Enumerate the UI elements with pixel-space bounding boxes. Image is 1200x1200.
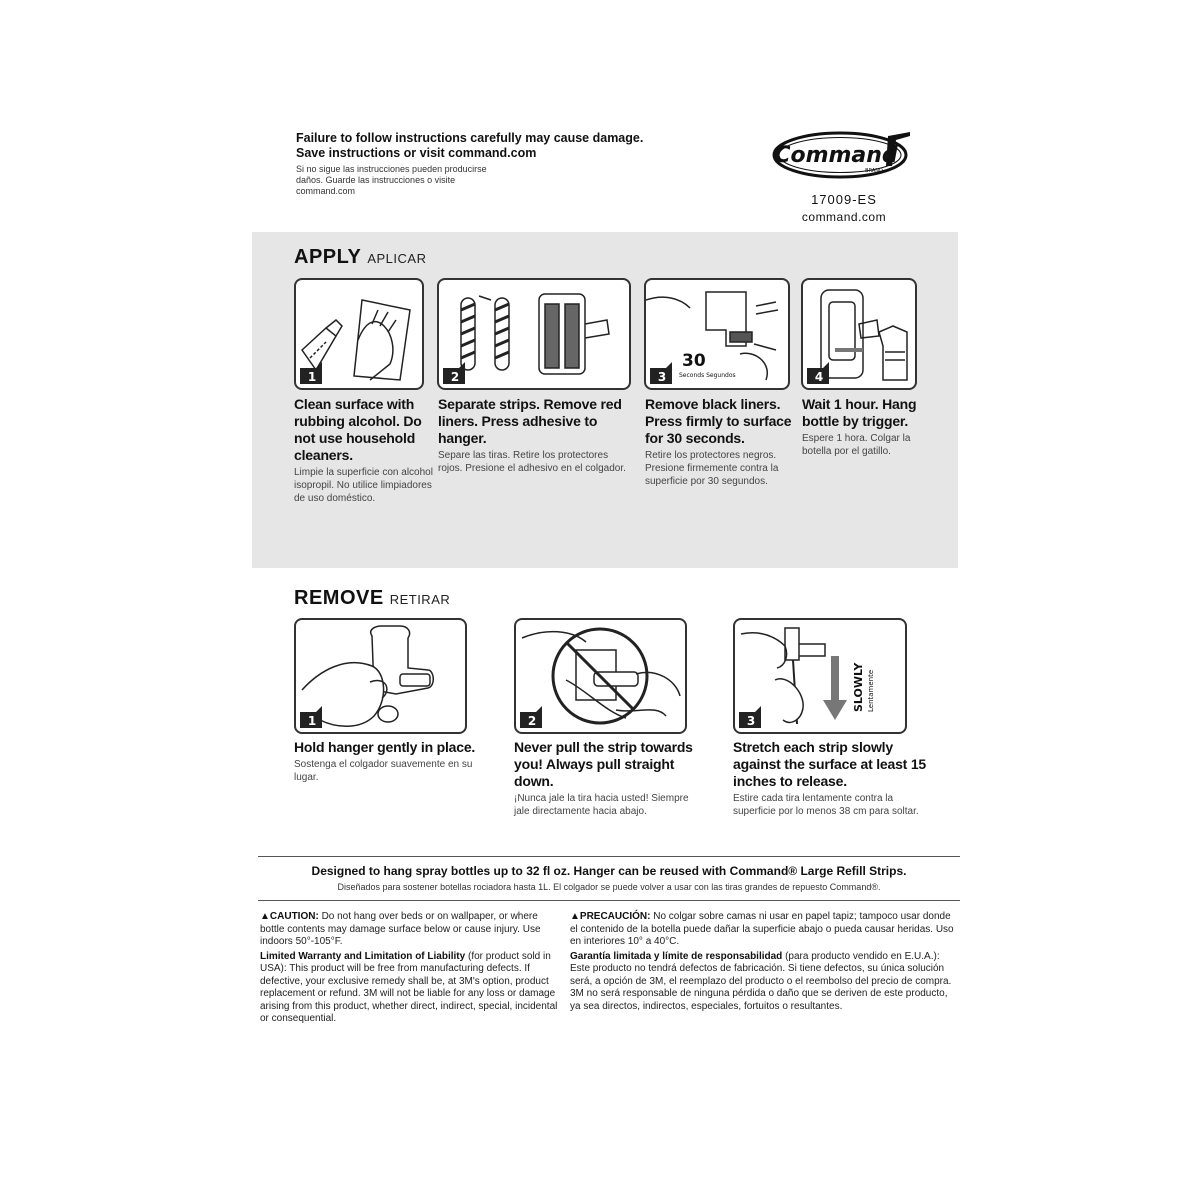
brand-sub: BRAND [865, 168, 883, 174]
lentamente-label: Lentamente [867, 669, 875, 712]
remove-step-1-text [294, 739, 480, 784]
apply-step-2-illustration [437, 278, 631, 390]
legal-spanish [570, 911, 954, 1013]
divider-top [258, 856, 960, 857]
step-badge-icon [520, 706, 542, 728]
apply-step-4-text [802, 396, 924, 458]
warranty-label: Limited Warranty and Limitation of Liability [260, 950, 466, 962]
apply-step-2-text [438, 396, 628, 475]
remove-step-1-illustration [294, 618, 467, 734]
apply-step-4-en: Wait 1 hour. Hang bottle by trigger. [802, 396, 917, 429]
apply-step-3-es: Retire los protectores negros. Presione firmemente contra la superficie por 30 segundos. [645, 450, 779, 487]
apply-step-3-illustration [644, 278, 790, 390]
apply-step-2-en: Separate strips. Remove red liners. Press adhesive to hanger. [438, 396, 622, 446]
apply-step-1-text [294, 396, 434, 505]
warranty-block [260, 951, 558, 1026]
command-logo [770, 128, 918, 180]
remove-step-1-es: Sostenga el colgador suavemente en su lugar. [294, 759, 473, 783]
seconds-number: 30 [682, 351, 706, 371]
remove-step-3-en: Stretch each strip slowly against the surface at least 15 inches to release. [733, 739, 926, 789]
remove-step-2-text [514, 739, 694, 818]
step-badge-icon [443, 362, 465, 384]
step-badge-icon [300, 362, 322, 384]
step-badge-icon [300, 706, 322, 728]
caution-block [260, 911, 558, 949]
website: command.com [801, 210, 887, 224]
warning-line-1: Failure to follow instructions carefully may cause damage. [296, 131, 644, 145]
precaucion-block [570, 911, 954, 949]
apply-step-3-text [645, 396, 793, 488]
warning-header [296, 131, 643, 161]
svg-text:2: 2 [527, 714, 537, 728]
remove-step-2-illustration [514, 618, 687, 734]
garantia-block [570, 951, 954, 1014]
warning-spanish: Si no sigue las instrucciones pueden producirse daños. Guarde las instrucciones o visite command.com [296, 164, 487, 196]
svg-text:1: 1 [307, 370, 317, 384]
divider-bottom [258, 900, 960, 901]
remove-step-2-en: Never pull the strip towards you! Always pull straight down. [514, 739, 693, 789]
precaucion-label: ▲PRECAUCIÓN: [570, 911, 651, 922]
remove-subtitle: RETIRAR [389, 592, 451, 607]
model-number: 17009-ES [811, 192, 877, 207]
apply-step-4-illustration [801, 278, 917, 390]
seconds-label: Seconds Segundos [679, 372, 736, 379]
caution-text: Do not hang over beds or on wallpaper, or where bottle contents may damage surface below or cause injury. Use indoors 50°-105°F. [260, 911, 541, 947]
apply-title: APPLY [294, 246, 362, 268]
legal-english [260, 911, 558, 1026]
caution-label: ▲CAUTION: [260, 911, 319, 922]
apply-step-1-illustration [294, 278, 424, 390]
svg-text:3: 3 [746, 714, 756, 728]
remove-title: REMOVE [294, 587, 384, 609]
remove-step-2-es: ¡Nunca jale la tira hacia usted! Siempre jale directamente hacia abajo. [514, 793, 689, 817]
apply-step-1-en: Clean surface with rubbing alcohol. Do not use household cleaners. [294, 396, 422, 463]
warranty-text: (for product sold in USA): This product will be free from manufacturing defects. If defective, your exclusive remedy shall be, at 3M's option, product replacement or refund. 3M will not be liable for any loss or damage arising from this product, whether direct, indirect, special, incidental or consequential. [260, 950, 558, 1024]
slowly-label: SLOWLY [852, 662, 865, 712]
apply-step-2-es: Separe las tiras. Retire los protectores rojos. Presione el adhesivo en el colgador. [438, 450, 626, 474]
apply-step-4-es: Espere 1 hora. Colgar la botella por el gatillo. [802, 433, 911, 457]
remove-step-3-es: Estire cada tira lentamente contra la superficie por lo menos 38 cm para soltar. [733, 793, 919, 817]
designed-note-en: Designed to hang spray bottles up to 32 fl oz. Hanger can be reused with Command® Large Refill Strips. [311, 864, 907, 878]
svg-text:2: 2 [450, 370, 460, 384]
svg-text:1: 1 [307, 714, 317, 728]
step-badge-icon [650, 362, 672, 384]
remove-step-1-en: Hold hanger gently in place. [294, 739, 476, 755]
apply-subtitle: APLICAR [367, 251, 427, 266]
step-badge-icon [739, 706, 761, 728]
garantia-label: Garantía limitada y límite de responsabilidad [570, 950, 783, 962]
remove-step-3-text [733, 739, 929, 818]
garantia-text: (para producto vendido en E.U.A.): Este producto no tendrá defectos de fabricación. Si tiene defectos, su única solución será, a opción de 3M, el reemplazo del producto o el reembolso del precio de compra. 3M no será responsable de ninguna pérdida o daño que se deriven de este producto, ya sea directos, indirectos, especiales, fortuitos o resultantes. [570, 950, 952, 1012]
svg-text:4: 4 [814, 370, 824, 384]
warning-line-2: Save instructions or visit command.com [296, 146, 537, 160]
remove-heading [294, 587, 450, 610]
svg-text:3: 3 [657, 370, 667, 384]
brand-name: Command [774, 143, 898, 168]
step-badge-icon [807, 362, 829, 384]
designed-note-es: Diseñados para sostener botellas rociadora hasta 1L. El colgador se puede volver a usar con las tiras grandes de repuesto Command®. [337, 882, 881, 892]
apply-step-1-es: Limpie la superficie con alcohol isopropil. No utilice limpiadores de uso doméstico. [294, 467, 433, 504]
apply-step-3-en: Remove black liners. Press firmly to surface for 30 seconds. [645, 396, 792, 446]
apply-heading [294, 246, 426, 269]
remove-step-3-illustration [733, 618, 907, 734]
precaucion-text: No colgar sobre camas ni usar en papel tapiz; tampoco usar donde el contenido de la botella puede dañar la superficie abajo o pueda causar heridas. Uso en interiores 10° a 40°C. [570, 911, 954, 947]
